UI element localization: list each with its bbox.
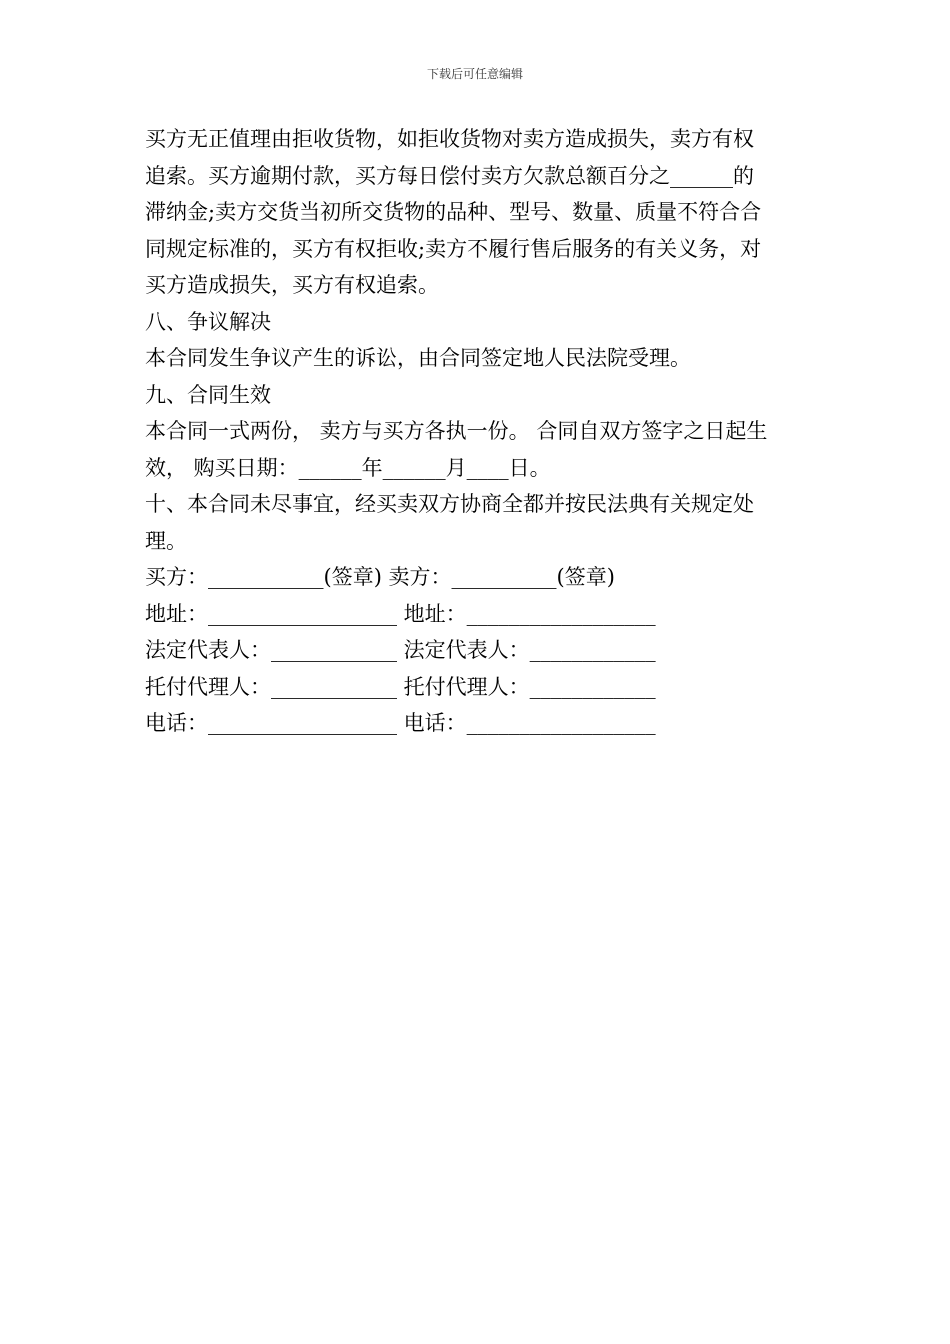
effectiveness-paragraph (145, 413, 815, 486)
address-line: 地址：__________________ 地址：__________________ (145, 601, 656, 626)
section-ten-paragraph (145, 486, 815, 559)
paragraph-line: 追索。买方逾期付款，买方每日偿付卖方欠款总额百分之______的 (145, 163, 754, 188)
section-heading-dispute: 八、争议解决 (145, 309, 271, 334)
paragraph-line: 同规定标准的，买方有权拒收;卖方不履行售后服务的有关义务，对 (145, 236, 762, 261)
signature-block (145, 559, 815, 742)
paragraph-line: 理。 (145, 528, 187, 553)
dispute-clause: 本合同发生争议产生的诉讼，由合同签定地人民法院受理。 (145, 346, 691, 370)
paragraph-line: 效， 购买日期：______年______月____日。 (145, 455, 551, 480)
paragraph-line: 买方无正值理由拒收货物，如拒收货物对卖方造成损失，卖方有权 (145, 127, 754, 151)
paragraph-line: 滞纳金;卖方交货当初所交货物的品种、型号、数量、质量不符合合 (145, 200, 762, 224)
page-header: 下载后可任意编辑 (426, 67, 523, 81)
buyer-seller-signature-line: 买方：___________(签章) 卖方：__________(签章) (145, 565, 615, 589)
phone-line: 电话：__________________ 电话：__________________ (145, 711, 656, 735)
section-heading-effectiveness: 九、合同生效 (145, 382, 271, 407)
legal-representative-line: 法定代表人：____________ 法定代表人：____________ (145, 638, 656, 662)
paragraph-line: 买方造成损失，买方有权追索。 (145, 273, 439, 297)
paragraph-line: 十、本合同未尽事宜，经买卖双方协商全都并按民法典有关规定处 (145, 492, 754, 516)
paragraph-line: 本合同一式两份， 卖方与买方各执一份。 合同自双方签字之日起生 (145, 419, 768, 443)
authorized-agent-line: 托付代理人：____________ 托付代理人：____________ (145, 674, 656, 699)
breach-liability-paragraph (145, 121, 815, 304)
contract-body (145, 121, 815, 742)
